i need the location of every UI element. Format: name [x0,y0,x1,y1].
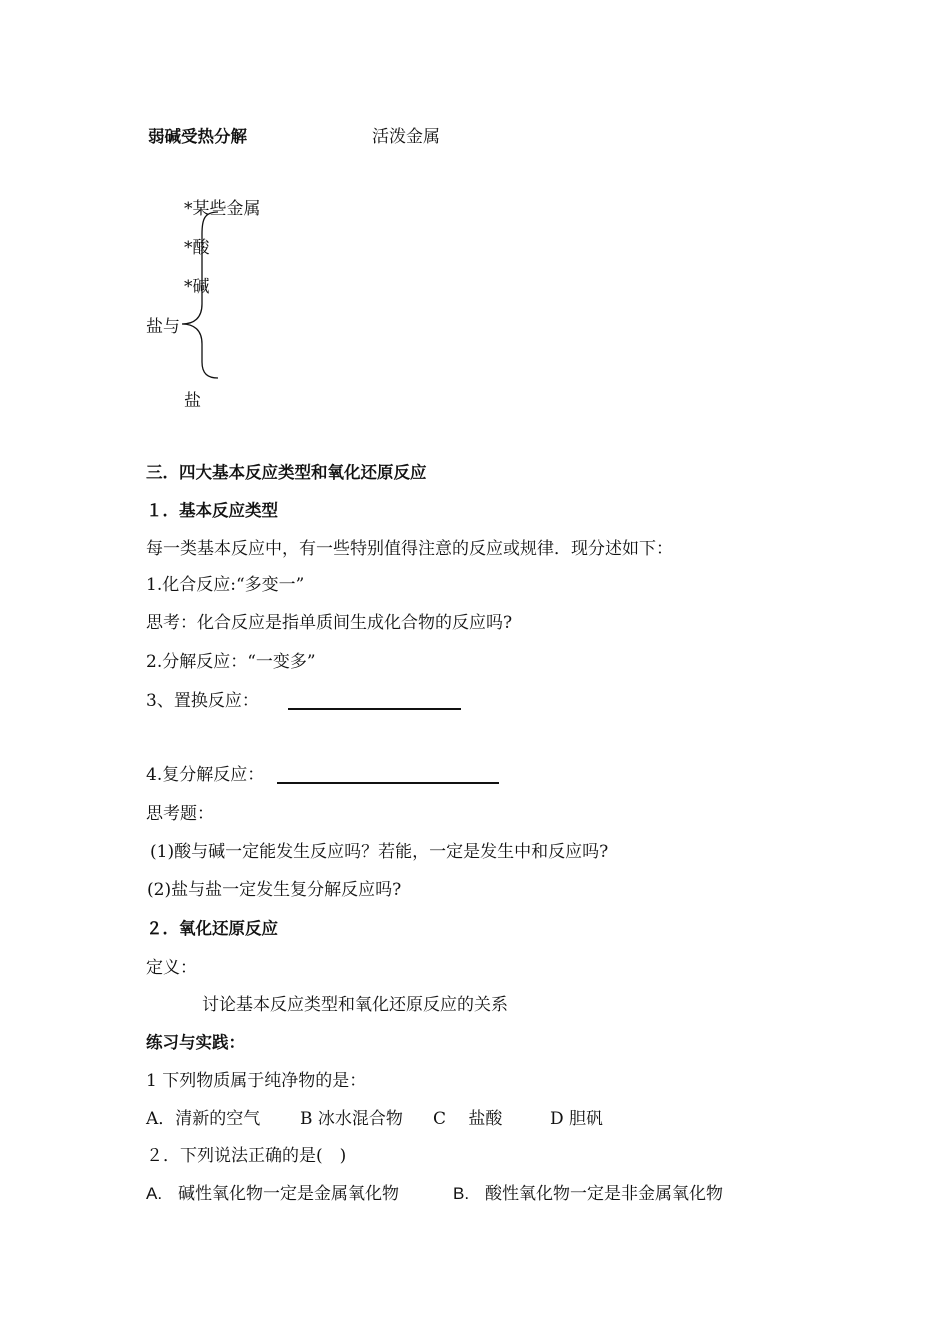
diagram-item-base: *碱 [184,277,210,297]
subsection-redox: ２．氧化还原反应 [146,919,278,938]
q2-option-a-letter: A. [146,1184,163,1203]
subsection-basic-reactions: １．基本反应类型 [146,501,278,520]
practice-title: 练习与实践： [146,1033,245,1052]
think-question-acid-base: (1)酸与碱一定能发生反应吗？若能，一定是发生中和反应吗? [150,842,609,862]
q1-option-a: A．清新的空气 [146,1109,261,1129]
displacement-reaction: 3、置换反应： [146,691,259,711]
weak-base-heading: 弱碱受热分解 [148,127,247,146]
q1-option-b: B 冰水混合物 [300,1109,403,1129]
discussion-text: 讨论基本反应类型和氧化还原反应的关系 [202,995,508,1015]
combination-reaction: 1.化合反应:“多变一” [146,575,305,595]
think-question-salt-salt: (2)盐与盐一定发生复分解反应吗? [147,880,402,900]
q1-option-d: D 胆矾 [550,1109,604,1129]
diagram-item-acid: *酸 [184,238,210,258]
think-title: 思考题： [146,804,214,824]
double-decomposition-blank [277,782,499,784]
decomposition-reaction: 2.分解反应：“一变多” [146,652,316,672]
active-metal-text: 活泼金属 [372,127,440,147]
section-title: 三．四大基本反应类型和氧化还原反应 [146,463,427,482]
diagram-left-label: 盐与 [146,317,180,337]
diagram-item-salt: 盐 [184,391,201,411]
q2-option-b: 酸性氧化物一定是非金属氧化物 [485,1184,723,1204]
double-decomposition-reaction: 4.复分解反应： [146,765,265,785]
practice-question-1: 1 下列物质属于纯净物的是： [146,1071,367,1091]
intro-text: 每一类基本反应中，有一些特别值得注意的反应或规律．现分述如下： [146,539,673,559]
think-question-1: 思考：化合反应是指单质间生成化合物的反应吗? [146,613,513,633]
q2-option-a: 碱性氧化物一定是金属氧化物 [178,1184,399,1204]
curly-brace-icon [178,210,224,385]
q1-option-c: C 盐酸 [433,1109,503,1129]
diagram-item-metal: *某些金属 [184,199,261,219]
q2-option-b-letter: B. [453,1184,470,1203]
displacement-blank [288,708,461,710]
definition-label: 定义： [146,958,197,978]
practice-question-2: ２．下列说法正确的是( ) [146,1146,347,1166]
